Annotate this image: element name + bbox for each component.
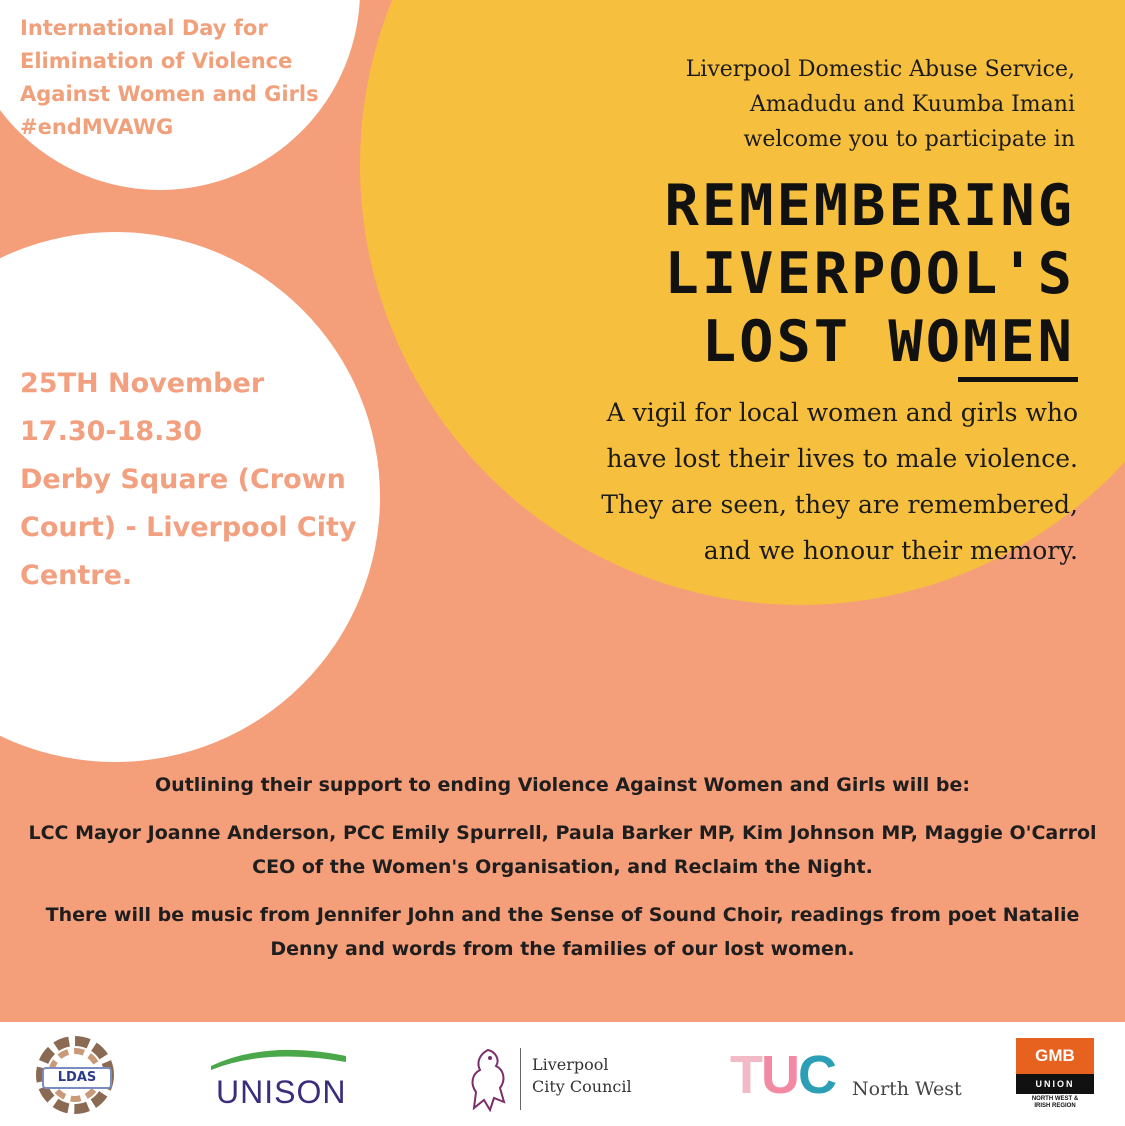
event-location-line: Court) - Liverpool City: [20, 512, 357, 543]
gmb-region-label: [1016, 1096, 1094, 1110]
unison-swoosh-icon: [206, 1044, 356, 1074]
title-line: REMEMBERING: [664, 173, 1075, 239]
tuc-north-west-logo: [730, 1045, 970, 1110]
vigil-line: have lost their lives to male violence.: [606, 444, 1078, 473]
gmb-union-label: UNION: [1016, 1074, 1094, 1094]
lcc-line-2: City Council: [532, 1077, 632, 1096]
event-time: 17.30-18.30: [20, 416, 203, 447]
intro-line: Amadudu and Kuumba Imani: [750, 92, 1075, 117]
title-line: LOST WOMEN: [701, 309, 1075, 375]
tuc-letter: U: [761, 1045, 798, 1105]
lcc-line-1: Liverpool: [532, 1055, 609, 1074]
music-readings: There will be music from Jennifer John and the Sense of Sound Choir, readings from poet Natalie Denny and words from the families of our lost women.: [45, 904, 1080, 960]
gmb-region-line: IRISH REGION: [1034, 1103, 1076, 1109]
vigil-line: They are seen, they are remembered,: [601, 490, 1078, 519]
ldas-wordmark: LDAS: [42, 1067, 112, 1089]
lcc-wordmark: [532, 1054, 632, 1098]
event-date: 25TH November: [20, 368, 265, 399]
speakers-list: LCC Mayor Joanne Anderson, PCC Emily Spurrell, Paula Barker MP, Kim Johnson MP, Maggie O'Carrol CEO of the Women's Organisation, and Reclaim the Night.: [28, 822, 1097, 878]
vigil-description: [518, 390, 1078, 574]
title-line: LIVERPOOL'S: [664, 241, 1075, 307]
hashtag: #endMVAWG: [20, 115, 174, 139]
awareness-line: Against Women and Girls: [20, 82, 319, 106]
tuc-letter: C: [798, 1045, 835, 1105]
tuc-region: North West: [852, 1078, 962, 1100]
gmb-union-logo: [1016, 1038, 1094, 1118]
ldas-logo: [32, 1032, 118, 1118]
tuc-wordmark: [730, 1044, 835, 1106]
intro-line: welcome you to participate in: [743, 127, 1075, 152]
event-title: [455, 172, 1075, 376]
organisers-intro: [555, 52, 1075, 157]
unison-wordmark: UNISON: [216, 1074, 347, 1110]
tuc-letter: T: [730, 1045, 761, 1105]
vigil-line: A vigil for local women and girls who: [606, 398, 1078, 427]
gmb-wordmark: GMB: [1016, 1038, 1094, 1074]
title-underline: [958, 377, 1078, 382]
awareness-day-heading: [20, 12, 350, 144]
sponsor-logo-bar: [0, 1022, 1125, 1126]
gmb-region-line: NORTH WEST &: [1031, 1096, 1079, 1102]
awareness-line: Elimination of Violence: [20, 49, 293, 73]
lcc-divider: [520, 1048, 521, 1110]
awareness-line: International Day for: [20, 16, 268, 40]
vigil-line: and we honour their memory.: [703, 536, 1078, 565]
liver-bird-icon: [460, 1044, 516, 1114]
event-details: [20, 360, 380, 600]
event-location-line: Derby Square (Crown: [20, 464, 346, 495]
support-heading: Outlining their support to ending Violence Against Women and Girls will be:: [155, 774, 970, 796]
liverpool-city-council-logo: [460, 1040, 660, 1116]
event-location-line: Centre.: [20, 560, 133, 591]
unison-logo: [206, 1044, 356, 1114]
support-section: [0, 768, 1125, 966]
intro-line: Liverpool Domestic Abuse Service,: [685, 57, 1075, 82]
